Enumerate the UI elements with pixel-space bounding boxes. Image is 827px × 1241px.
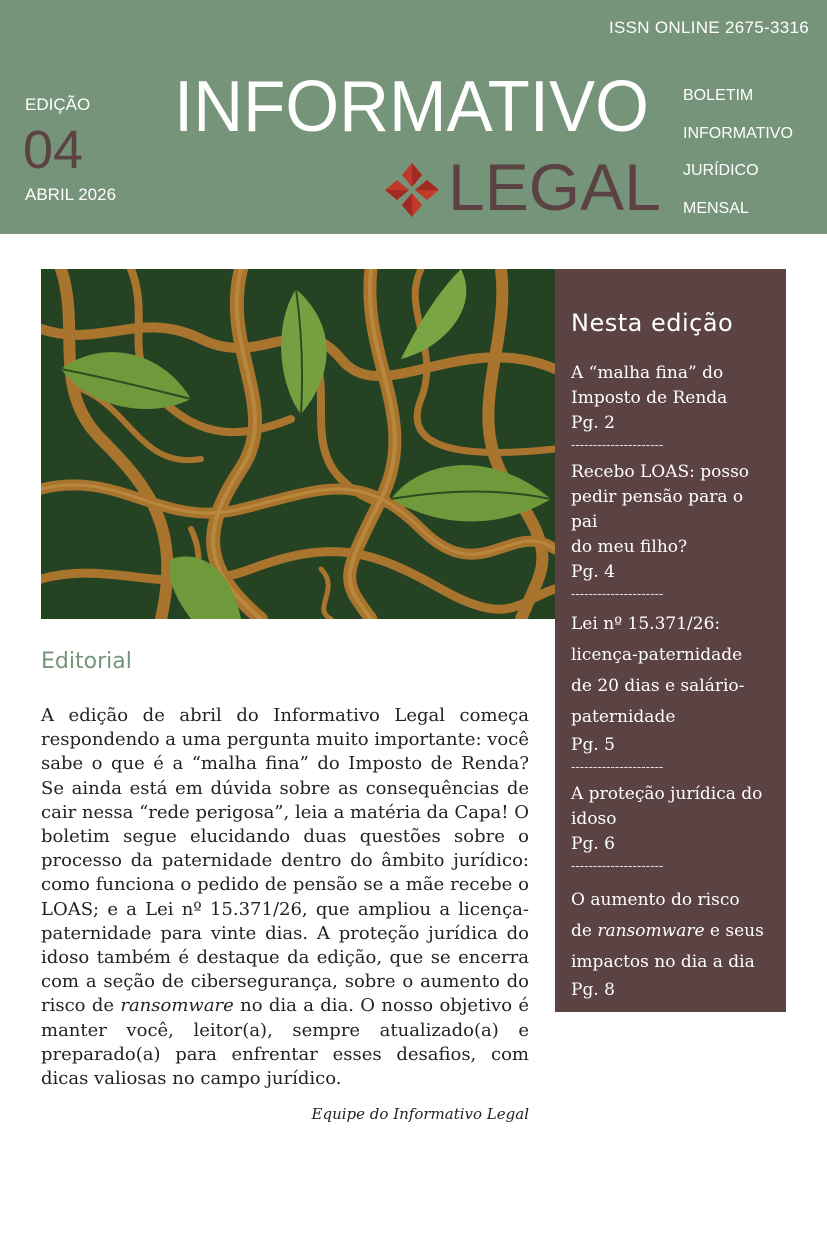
toc-entry-title: Recebo LOAS: posso (571, 462, 750, 482)
toc-entry-italic: ransomware (597, 921, 705, 941)
toc-entry-title: paternidade (571, 707, 676, 727)
toc-entry-title: pedir pensão para o pai (571, 487, 744, 532)
toc-entry-title: de 20 dias e salário- (571, 676, 745, 696)
toc-entry-title: impactos no dia a dia (571, 952, 755, 972)
tagline (683, 86, 793, 236)
edition-label: EDIÇÃO (25, 95, 91, 114)
toc-entry-title: licença-paternidade (571, 645, 743, 665)
toc-entry-page: Pg. 6 (571, 834, 615, 854)
toc-entry[interactable] (571, 609, 770, 758)
red-four-petal-flower-icon (382, 160, 442, 220)
toc-entry-title: Imposto de Renda (571, 388, 728, 408)
toc-entry-page: Pg. 4 (571, 562, 615, 582)
tagline-line: MENSAL (683, 199, 749, 217)
toc-entry[interactable] (571, 460, 770, 585)
toc-entry-page: Pg. 8 (571, 980, 615, 1000)
toc-separator: --------------------- (571, 587, 664, 602)
roots-illustration (41, 269, 555, 619)
editorial-text: no dia a dia. O nosso objetivo é manter você, leitor(a), sempre atualizado(a) e preparado(a) para enfrentar esses desafios, com dicas valiosas no campo jurídico. (41, 995, 530, 1090)
title-legal: LEGAL (448, 150, 661, 224)
toc-entry[interactable] (571, 782, 770, 857)
toc-entry-title: A “malha fina” do (571, 363, 724, 383)
toc-separator: --------------------- (571, 438, 664, 453)
editorial-italic: ransomware (120, 995, 234, 1017)
toc-entry-title: do meu filho? (571, 537, 688, 557)
edition-date: ABRIL 2026 (25, 185, 117, 204)
toc-entry-title: A proteção jurídica do (571, 784, 763, 804)
title-informativo: INFORMATIVO (174, 67, 649, 147)
toc-entry-page: Pg. 5 (571, 735, 615, 755)
toc-entry[interactable] (571, 361, 770, 436)
masthead (0, 0, 827, 234)
toc-entry-title: idoso (571, 809, 617, 829)
toc-entry-text: e seus (704, 921, 764, 941)
toc-separator: --------------------- (571, 760, 664, 775)
editorial-signature: Equipe do Informativo Legal (311, 1105, 529, 1123)
table-of-contents (555, 269, 786, 1012)
tagline-line: JURÍDICO (683, 162, 759, 179)
toc-entry-text: de (571, 921, 598, 941)
hero-image-roots-and-leaves (41, 269, 555, 619)
toc-entry-page: Pg. 2 (571, 413, 615, 433)
toc-entry-title: O aumento do risco (571, 890, 740, 910)
issn-label: ISSN ONLINE 2675-3316 (608, 18, 809, 37)
tagline-line: INFORMATIVO (683, 124, 793, 142)
editorial-text: A edição de abril do Informativo Legal começa respondendo a uma pergunta muito importante: você sabe o que é a “malha fina” do Imposto de Renda? Se ainda está em dúvida sobre as consequências de cair nessa “rede perigosa”, leia a matéria da Capa! O boletim segue elucidando duas questões sobre o processo da paternidade dentro do âmbito jurídico: como funciona o pedido de pensão se a mãe recebe o LOAS; e a Lei nº 15.371/26, que ampliou a licença-paternidade para vinte dias. A proteção jurídica do idoso também é destaque da edição, que se encerra com a seção de cibersegurança, sobre o aumento do risco de (41, 705, 530, 1017)
toc-title: Nesta edição (571, 309, 734, 337)
toc-entry-title: Lei nº 15.371/26: (571, 614, 721, 634)
editorial-heading: Editorial (41, 649, 132, 674)
toc-entry[interactable] (571, 885, 770, 1003)
toc-entry-title (571, 916, 770, 947)
editorial-body (41, 704, 529, 1091)
edition-number: 04 (23, 120, 84, 180)
tagline-line: BOLETIM (683, 87, 754, 104)
toc-separator: --------------------- (571, 859, 664, 874)
